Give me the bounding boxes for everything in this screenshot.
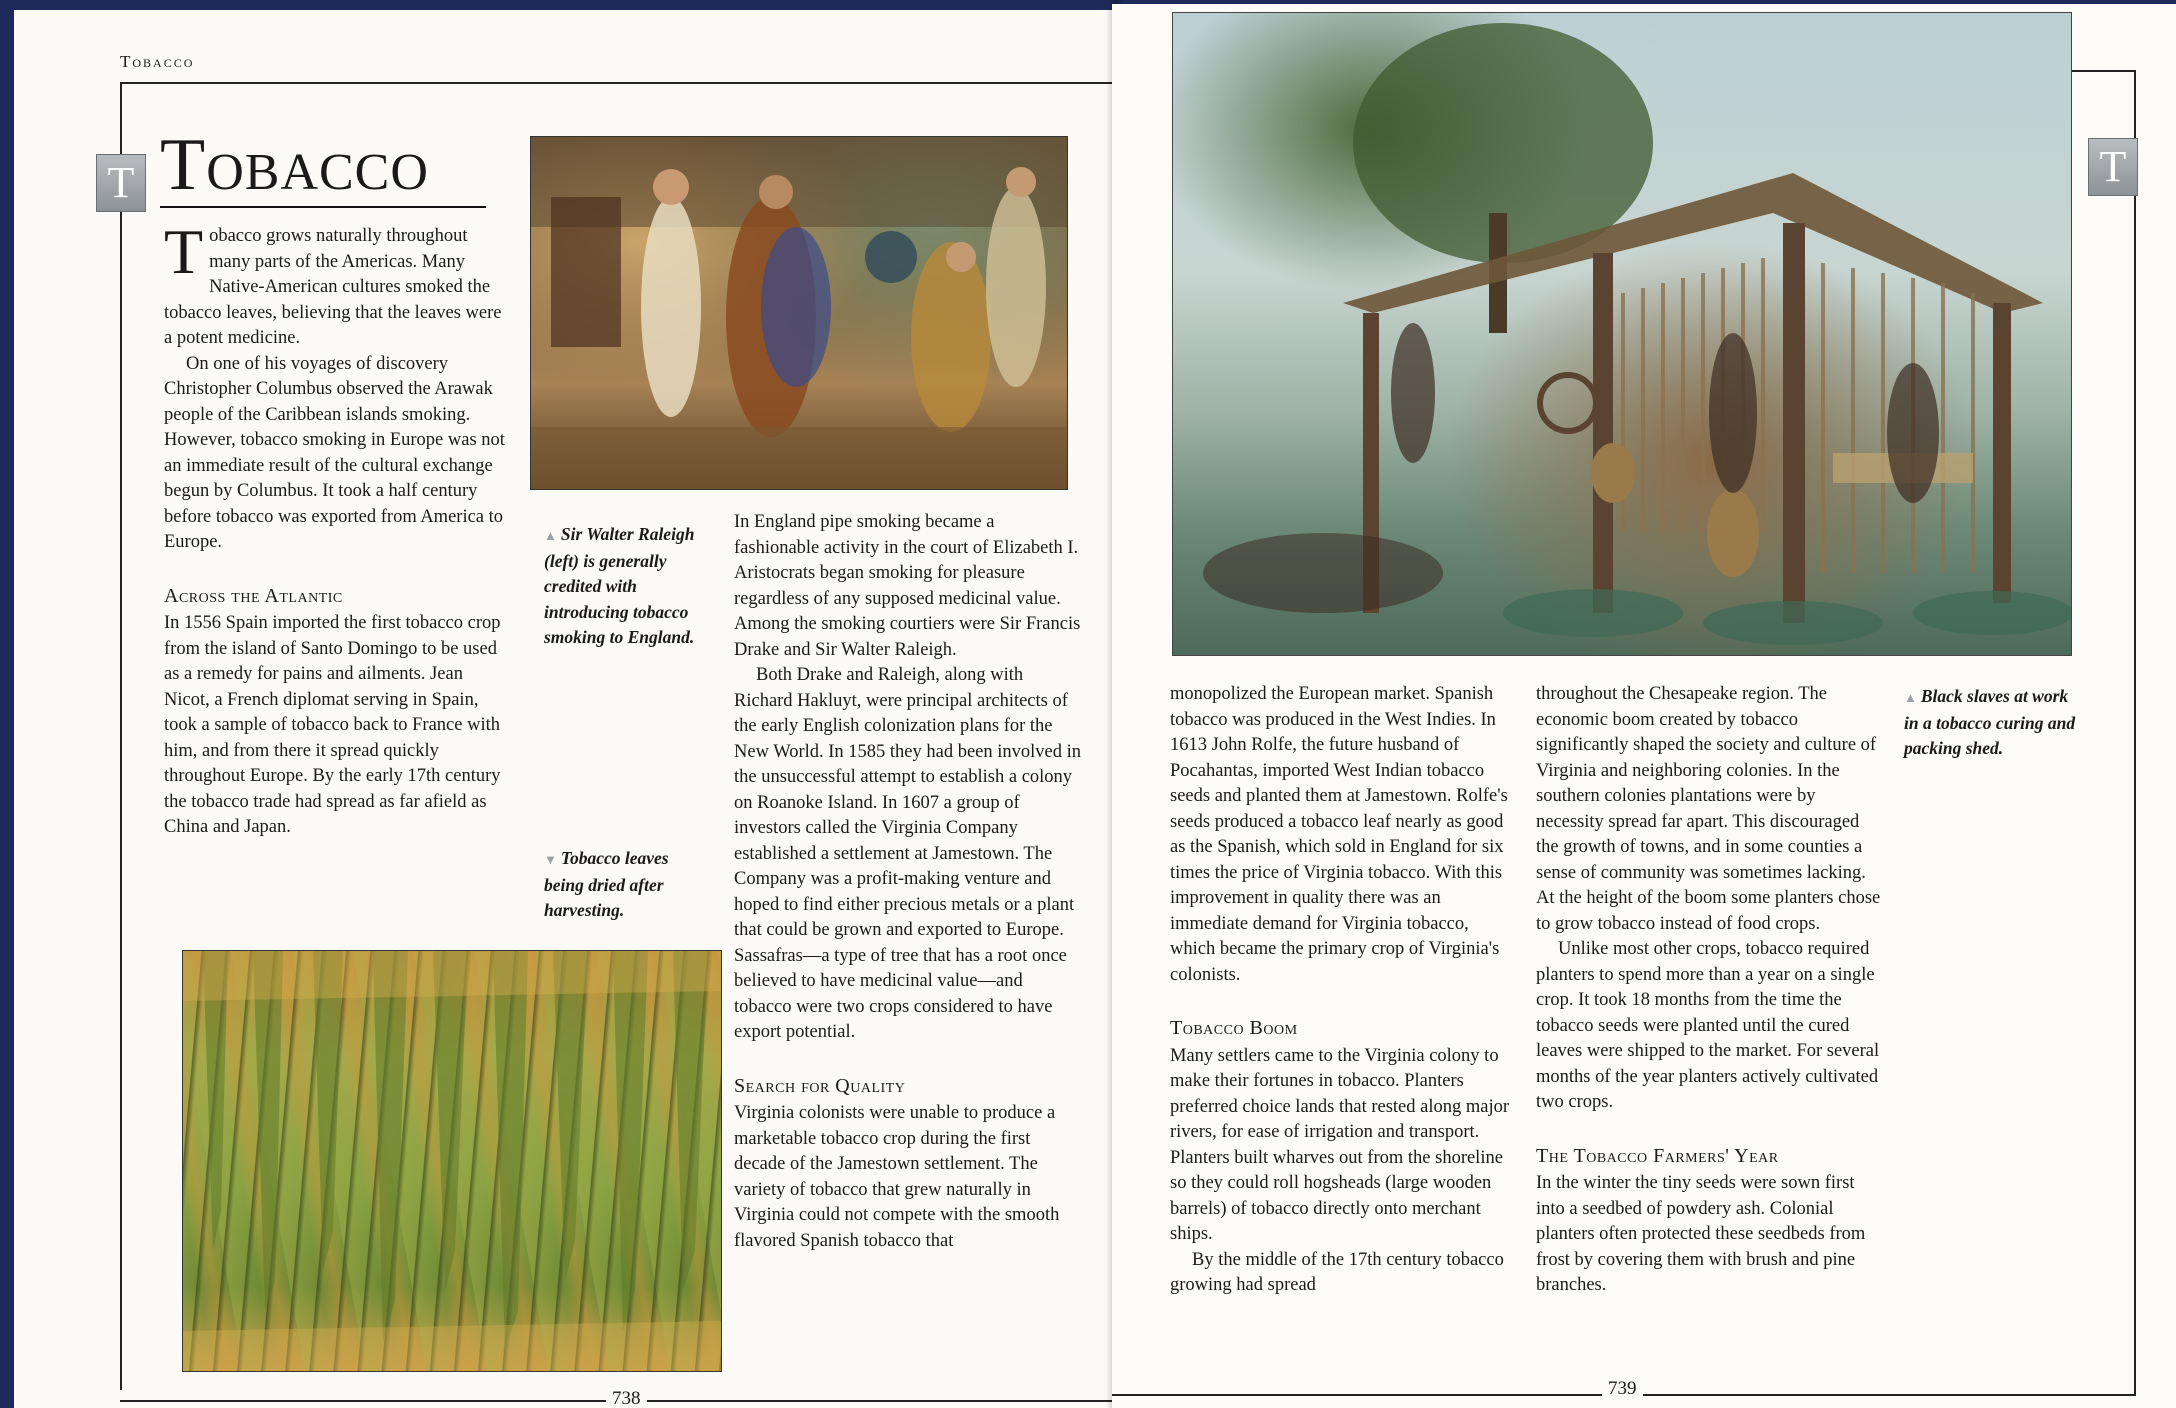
triangle-up-icon: ▲ [544,528,557,543]
right-page [1112,4,2176,1408]
right-column-2 [1536,682,1886,1299]
caption-leaves: ▼ Tobacco leaves being dried after harvesting. [544,848,669,920]
caption-raleigh: ▲ Sir Walter Raleigh (left) is generally credited with introducing tobacco smoking to England. [544,524,695,647]
across-atlantic-text: In 1556 Spain imported the first tobacco crop from the island of Santo Domingo to be used as a remedy for pains and ailments. Jean Nicot, a French diplomat serving in Spain, took a sample of tobacco back to France with him, and from there it spread quickly throughout Europe. By the early 17th century the tobacco trade had spread as far afield as China and Japan. [164,613,501,837]
curing-shed-image [1172,12,2072,656]
tobacco-boom-paragraph-1: Many settlers came to the Virginia colony to make their fortunes in tobacco. Planters preferred choice lands that rested along major rivers, for ease of irrigation and transport. Planters built wharves out from the shoreline so they could roll hogsheads (large wooden barrels) of tobacco directly onto merchant ships. [1170,1045,1510,1244]
col3-paragraph-2: Both Drake and Raleigh, along with Richard Hakluyt, were principal architects of the early English colonization plans for the New World. In 1585 they had been involved in the unsuccessful attempt to establish a colony on Roanoke Island. In 1607 a group of investors called the Virginia Company established a settlement at Jamestown. The Company was a profit-making venture and hoped to find either precious metals or a plant that could be grown and exported to Europe. Sassafras—a type of tree that has a root once believed to have medicinal value—and tobacco were two crops considered to have export potential. [734,665,1082,1042]
raleigh-painting-image [530,136,1068,490]
right-col2-paragraph-1: throughout the Chesapeake region. The economic boom created by tobacco significantly shaped the society and culture of Virginia and neighboring colonies. In the southern colonies plantations were by necessity spread far apart. This discouraged the growth of towns, and in some counties a sense of community was sometimes lacking. At the height of the boom some planters chose to grow tobacco instead of food crops. [1536,684,1881,934]
subhead-search-quality: Search for Quality [734,1074,906,1097]
right-col1-paragraph-1: monopolized the European market. Spanish tobacco was produced in the West Indies. In 1613 John Rolfe, the future husband of Pocahantas, imported West Indian tobacco seeds and planted them at Jamestown. Rolfe's seeds produced a tobacco leaf nearly as good as the Spanish, which sold in England for six times the price of Virginia tobacco. With this improvement in quality there was an immediate demand for Virginia tobacco, which became the primary crop of Virginia's colonists. [1170,684,1508,985]
intro-paragraph-1: Tobacco grows naturally throughout many parts of the Americas. Many Native-American cultures smoked the tobacco leaves, believing that the leaves were a potent medicine. [164,216,502,348]
section-tab: T [96,154,146,212]
intro-paragraph-2: On one of his voyages of discovery Christopher Columbus observed the Arawak people of the Caribbean islands smoking. However, tobacco smoking in Europe was not an immediate result of the cultural exchange begun by Columbus. It took a half century before tobacco was exported from America to Europe. [164,353,505,552]
frame-right-rule [2134,70,2136,1394]
page-number-left: 738 [606,1388,647,1408]
running-head: Tobacco [120,52,195,71]
column-3 [734,510,1084,1254]
search-quality-text: Virginia colonists were unable to produce a marketable tobacco crop during the first decade of the Jamestown settlement. The variety of tobacco that grew naturally in Virginia could not compete with the smooth flavored Spanish tobacco that [734,1103,1060,1251]
subhead-farmers-year: The Tobacco Farmers' Year [1536,1144,1779,1167]
section-tab-right: T [2088,138,2138,196]
subhead-tobacco-boom: Tobacco Boom [1170,1017,1298,1039]
frame-left-rule [120,82,122,1390]
tobacco-boom-paragraph-2: By the middle of the 17th century tobacco growing had spread [1170,1249,1504,1295]
column-1 [164,216,512,841]
tobacco-leaves-image [182,950,722,1372]
frame-top-rule [120,82,1116,84]
frame-top-rule-right [2072,70,2136,72]
title-rule [160,206,486,208]
right-col2-paragraph-2: Unlike most other crops, tobacco required planters to spend more than a year on a single crop. It took 18 months from the time the tobacco seeds were planted until the cured leaves were shipped to the market. For several months of the year planters actively cultivated two crops. [1536,939,1880,1112]
farmers-year-text: In the winter the tiny seeds were sown first into a seedbed of powdery ash. Colonial planters often protected these seedbeds from frost by covering them with brush and pine branches. [1536,1173,1866,1295]
right-column-1 [1170,682,1514,1299]
drop-cap: T [164,216,204,287]
subhead-across-atlantic: Across the Atlantic [164,584,343,607]
caption-shed: ▲ Black slaves at work in a tobacco curing and packing shed. [1904,686,2076,758]
left-page [14,10,1116,1408]
page-title: Tobacco [160,124,429,206]
page-number-right: 739 [1602,1378,1643,1400]
triangle-up-icon: ▲ [1904,690,1917,705]
col3-paragraph-1: In England pipe smoking became a fashionable activity in the court of Elizabeth I. Aristocrats began smoking for pleasure regardless of any supposed medicinal value. Among the smoking courtiers were Sir Francis Drake and Sir Walter Raleigh. [734,512,1081,660]
triangle-down-icon: ▼ [544,852,557,867]
